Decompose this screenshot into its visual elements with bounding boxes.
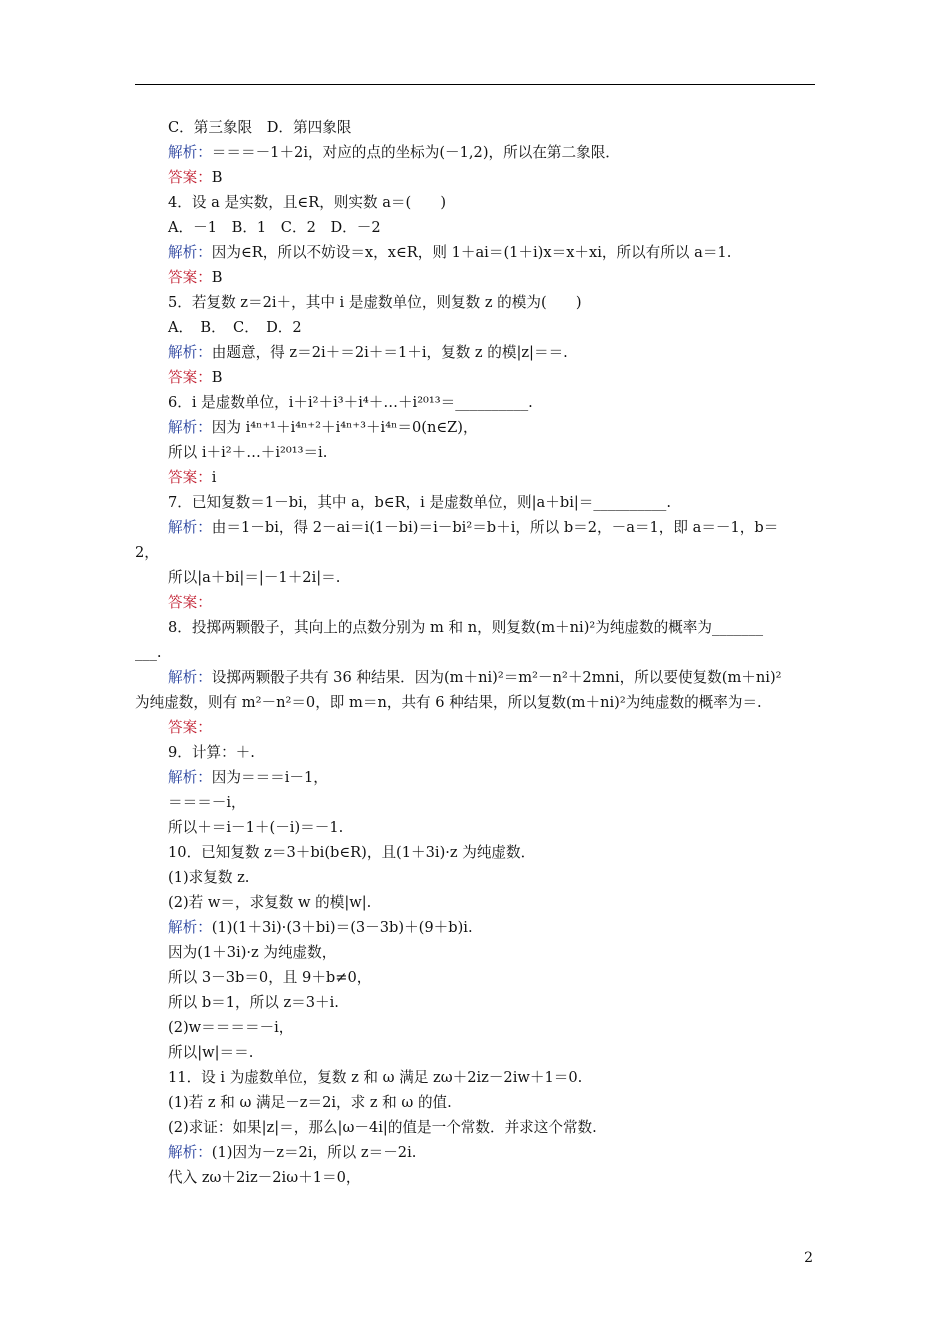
text-line xyxy=(168,868,249,888)
answer-label: 答案： xyxy=(168,369,212,386)
line-text: ＝＝＝－i， xyxy=(168,794,246,811)
line-text: (2)w＝＝＝＝－i， xyxy=(168,1019,294,1036)
text-line xyxy=(168,568,340,588)
line-text: (2)若 w＝，求复数 w 的模|w|. xyxy=(168,894,372,911)
line-text: 10．已知复数 z＝3＋bi(b∈R)，且(1＋3i)·z 为纯虚数． xyxy=(168,844,536,861)
text-line xyxy=(168,243,731,263)
line-text: 所以|w|＝＝. xyxy=(168,1044,254,1061)
answer-label: 答案： xyxy=(168,719,212,736)
text-line xyxy=(168,768,328,788)
text-line xyxy=(168,793,246,813)
analysis-label: 解析： xyxy=(168,919,212,936)
line-text: 9．计算：＋. xyxy=(168,744,255,761)
line-text: 所以＋＝i－1＋(－i)＝－1. xyxy=(168,819,344,836)
text-line xyxy=(168,443,327,463)
text-line xyxy=(168,368,223,388)
line-text: 因为＝＝＝i－1， xyxy=(211,769,328,786)
line-text: 因为∈R，所以不妨设＝x，x∈R，则 1＋ai＝(1＋i)x＝x＋xi，所以有所以 a＝1. xyxy=(211,244,732,261)
line-text: A．－1 B．1 C．2 D．－2 xyxy=(168,219,381,236)
analysis-label: 解析： xyxy=(168,144,212,161)
answer-label: 答案： xyxy=(168,469,212,486)
line-text: 5．若复数 z＝2i＋，其中 i 是虚数单位，则复数 z 的模为( ) xyxy=(168,294,582,311)
text-line xyxy=(168,418,478,438)
text-line xyxy=(168,393,533,413)
text-line xyxy=(168,843,535,863)
line-text: 由题意，得 z＝2i＋＝2i＋＝1＋i，复数 z 的模|z|＝＝. xyxy=(211,344,568,361)
line-text: (1)(1＋3i)·(3＋bi)＝(3－3b)＋(9＋b)i. xyxy=(211,919,473,936)
answer-label: 答案： xyxy=(168,269,212,286)
text-line xyxy=(168,1043,253,1063)
line-text: 11．设 i 为虚数单位，复数 z 和 ω 满足 zω＋2iz－2iw＋1＝0. xyxy=(168,1069,583,1086)
text-line xyxy=(168,1093,452,1113)
answer-label: 答案： xyxy=(168,169,212,186)
text-line xyxy=(168,143,620,163)
line-text: 为纯虚数，则有 m²－n²＝0，即 m＝n，共有 6 种结果，所以复数(m＋ni)²为纯虚数的概率为＝. xyxy=(135,694,762,711)
text-line xyxy=(168,343,568,363)
line-text: 所以 b＝1，所以 z＝3＋i. xyxy=(168,994,339,1011)
line-text: ＝＝＝－1＋2i，对应的点的坐标为(－1,2)，所以在第二象限． xyxy=(211,144,620,161)
line-text: 4．设 a 是实数，且∈R，则实数 a＝( ) xyxy=(168,194,447,211)
header-rule xyxy=(135,84,815,85)
text-line xyxy=(168,918,473,938)
text-line xyxy=(168,943,336,963)
text-line xyxy=(135,543,159,563)
text-line xyxy=(135,693,762,713)
line-text: B xyxy=(211,269,223,286)
analysis-label: 解析： xyxy=(168,419,212,436)
line-text: i xyxy=(211,469,217,486)
line-text: 7．已知复数＝1－bi，其中 a，b∈R，i 是虚数单位，则|a＋bi|＝__________. xyxy=(168,494,671,511)
text-line xyxy=(168,518,778,538)
text-line xyxy=(168,968,371,988)
analysis-label: 解析： xyxy=(168,344,212,361)
text-line xyxy=(168,618,763,638)
line-text: 2， xyxy=(135,544,159,561)
text-line xyxy=(135,643,162,663)
text-line xyxy=(168,493,671,513)
text-line xyxy=(168,268,223,288)
line-text: A． B． C． D．2 xyxy=(168,319,302,336)
text-line xyxy=(168,818,343,838)
text-line xyxy=(168,743,255,763)
analysis-label: 解析： xyxy=(168,244,212,261)
line-text: 所以 i＋i²＋…＋i²⁰¹³＝i. xyxy=(168,444,328,461)
line-text: 8．投掷两颗骰子，其向上的点数分别为 m 和 n，则复数(m＋ni)²为纯虚数的概率为_______ xyxy=(168,619,764,636)
line-text: 所以|a＋bi|＝|－1＋2i|＝. xyxy=(168,569,341,586)
text-line xyxy=(168,293,582,313)
line-text: 因为(1＋3i)·z 为纯虚数， xyxy=(168,944,337,961)
line-text: 所以 3－3b＝0，且 9＋b≠0， xyxy=(168,969,372,986)
analysis-label: 解析： xyxy=(168,1144,212,1161)
line-text: 因为 i⁴ⁿ⁺¹＋i⁴ⁿ⁺²＋i⁴ⁿ⁺³＋i⁴ⁿ＝0(n∈Z)， xyxy=(211,419,478,436)
text-line xyxy=(168,668,782,688)
text-line xyxy=(168,218,381,238)
text-line xyxy=(168,1168,360,1188)
text-line xyxy=(168,718,212,738)
text-line xyxy=(168,318,302,338)
line-text: 设掷两颗骰子共有 36 种结果．因为(m＋ni)²＝m²－n²＋2mni，所以要使复数(m＋ni)² xyxy=(211,669,782,686)
line-text: ___. xyxy=(135,644,162,661)
line-text: (1)若 z 和 ω 满足－z＝2i，求 z 和 ω 的值. xyxy=(168,1094,452,1111)
analysis-label: 解析： xyxy=(168,519,212,536)
line-text: 由＝1－bi，得 2－ai＝i(1－bi)＝i－bi²＝b＋i，所以 b＝2，－a＝1，即 a＝－1，b＝ xyxy=(211,519,779,536)
text-line xyxy=(168,168,223,188)
text-line xyxy=(168,593,212,613)
text-line xyxy=(168,193,446,213)
line-text: C．第三象限 D．第四象限 xyxy=(168,119,352,136)
text-line xyxy=(168,1018,293,1038)
text-line xyxy=(168,468,216,488)
text-line xyxy=(168,118,351,138)
page-number: 2 xyxy=(804,1250,813,1266)
text-line xyxy=(168,1118,597,1138)
line-text: (2)求证：如果|z|＝，那么|ω－4i|的值是一个常数．并求这个常数. xyxy=(168,1119,597,1136)
line-text: B xyxy=(211,369,223,386)
line-text: (1)因为－z＝2i，所以 z＝－2i. xyxy=(211,1144,417,1161)
line-text: (1)求复数 z. xyxy=(168,869,250,886)
analysis-label: 解析： xyxy=(168,769,212,786)
answer-label: 答案： xyxy=(168,594,212,611)
line-text: B xyxy=(211,169,223,186)
text-line xyxy=(168,1143,416,1163)
line-text: 代入 zω＋2iz－2iω＋1＝0， xyxy=(168,1169,361,1186)
text-line xyxy=(168,993,339,1013)
analysis-label: 解析： xyxy=(168,669,212,686)
text-line xyxy=(168,893,371,913)
text-line xyxy=(168,1068,582,1088)
line-text: 6．i 是虚数单位，i＋i²＋i³＋i⁴＋…＋i²⁰¹³＝__________. xyxy=(168,394,533,411)
